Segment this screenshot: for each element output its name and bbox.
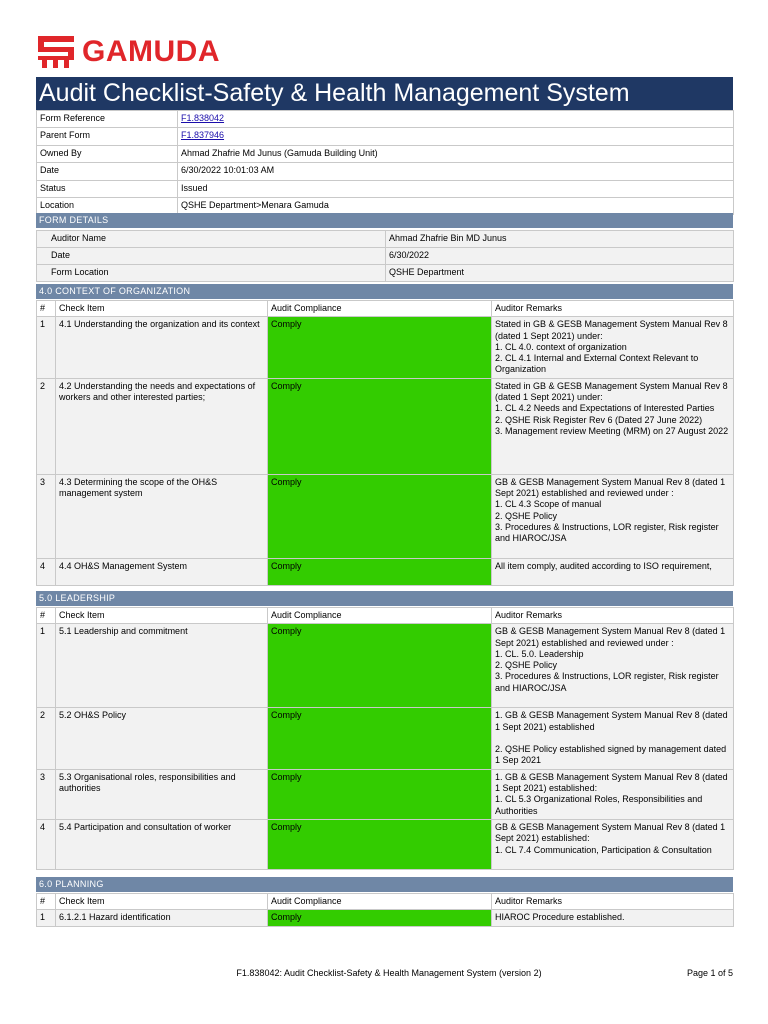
checklist-header-row bbox=[37, 894, 734, 910]
section-heading: 6.0 PLANNING bbox=[36, 877, 733, 892]
compliance-status: Comply bbox=[268, 708, 492, 769]
compliance-status: Comply bbox=[268, 819, 492, 869]
checklist-row bbox=[37, 558, 734, 585]
column-header-remarks: Auditor Remarks bbox=[492, 301, 734, 317]
section-heading: 5.0 LEADERSHIP bbox=[36, 591, 733, 606]
form-detail-value: 6/30/2022 bbox=[386, 248, 734, 265]
row-number: 1 bbox=[37, 317, 56, 378]
check-item: 6.1.2.1 Hazard identification bbox=[56, 910, 268, 926]
form-meta-table bbox=[36, 110, 734, 215]
compliance-status: Comply bbox=[268, 378, 492, 474]
meta-label: Location bbox=[37, 197, 178, 214]
auditor-remarks: GB & GESB Management System Manual Rev 8 (dated 1 Sept 2021) established and reviewed under : 1. CL 4.3 Scope of manual 2. QSHE Policy 3. Procedures & Instructions, LOR register, Risk register and HIAROC/JSA bbox=[492, 474, 734, 558]
check-item: 5.1 Leadership and commitment bbox=[56, 624, 268, 708]
meta-value-cell: 6/30/2022 10:01:03 AM bbox=[178, 163, 734, 180]
auditor-remarks: Stated in GB & GESB Management System Manual Rev 8 (dated 1 Sept 2021) under: 1. CL 4.0. context of organization 2. CL 4.1 Internal and External Context Relevant to Organization bbox=[492, 317, 734, 378]
checklist-row bbox=[37, 819, 734, 869]
meta-row bbox=[37, 163, 734, 180]
form-detail-row bbox=[37, 231, 734, 248]
checklist-row bbox=[37, 708, 734, 769]
form-detail-label: Date bbox=[37, 248, 386, 265]
checklist-row bbox=[37, 474, 734, 558]
meta-label: Status bbox=[37, 180, 178, 197]
meta-label: Parent Form bbox=[37, 128, 178, 145]
meta-row bbox=[37, 145, 734, 162]
meta-label: Form Reference bbox=[37, 111, 178, 128]
form-detail-value: QSHE Department bbox=[386, 265, 734, 282]
row-number: 4 bbox=[37, 819, 56, 869]
auditor-remarks: All item comply, audited according to ISO requirement, bbox=[492, 558, 734, 585]
compliance-status: Comply bbox=[268, 558, 492, 585]
form-detail-row bbox=[37, 248, 734, 265]
form-link[interactable]: F1.838042 bbox=[181, 113, 225, 123]
check-item: 5.2 OH&S Policy bbox=[56, 708, 268, 769]
footer-page-number: Page 1 of 5 bbox=[686, 968, 733, 978]
row-number: 4 bbox=[37, 558, 56, 585]
check-item: 4.1 Understanding the organization and its context bbox=[56, 317, 268, 378]
meta-value-cell bbox=[178, 111, 734, 128]
form-detail-label: Form Location bbox=[37, 265, 386, 282]
column-header-compliance: Audit Compliance bbox=[268, 894, 492, 910]
meta-row bbox=[37, 180, 734, 197]
auditor-remarks: Stated in GB & GESB Management System Manual Rev 8 (dated 1 Sept 2021) under: 1. CL 4.2 Needs and Expectations of Interested Parties 2. QSHE Risk Register Rev 6 (Dated 27 June 2022) 3. Management review Meeting (MRM) on 27 August 2022 bbox=[492, 378, 734, 474]
compliance-status: Comply bbox=[268, 910, 492, 926]
auditor-remarks: 1. GB & GESB Management System Manual Rev 8 (dated 1 Sept 2021) established: 1. CL 5.3 Organizational Roles, Responsibilities and Authorities bbox=[492, 769, 734, 819]
form-detail-row bbox=[37, 265, 734, 282]
checklist-row bbox=[37, 624, 734, 708]
checklist-row bbox=[37, 378, 734, 474]
gamuda-logo-icon bbox=[36, 35, 76, 69]
checklist-table bbox=[36, 300, 734, 586]
row-number: 2 bbox=[37, 708, 56, 769]
meta-label: Date bbox=[37, 163, 178, 180]
brand-name: GAMUDA bbox=[82, 35, 220, 68]
column-header-num: # bbox=[37, 301, 56, 317]
checklist-row bbox=[37, 769, 734, 819]
check-item: 4.3 Determining the scope of the OH&S management system bbox=[56, 474, 268, 558]
checklist-row bbox=[37, 910, 734, 926]
meta-value-cell bbox=[178, 128, 734, 145]
checklist-table bbox=[36, 607, 734, 870]
checklist-header-row bbox=[37, 301, 734, 317]
footer-document-title: F1.838042: Audit Checklist-Safety & Health Management System (version 2) bbox=[236, 968, 542, 978]
meta-row bbox=[37, 128, 734, 145]
auditor-remarks: GB & GESB Management System Manual Rev 8 (dated 1 Sept 2021) established: 1. CL 7.4 Communication, Participation & Consultation bbox=[492, 819, 734, 869]
page-title: Audit Checklist-Safety & Health Management System bbox=[36, 77, 733, 110]
checklist-row bbox=[37, 317, 734, 378]
row-number: 1 bbox=[37, 910, 56, 926]
row-number: 3 bbox=[37, 474, 56, 558]
column-header-remarks: Auditor Remarks bbox=[492, 608, 734, 624]
meta-row bbox=[37, 111, 734, 128]
form-details-table bbox=[36, 230, 734, 282]
column-header-compliance: Audit Compliance bbox=[268, 608, 492, 624]
compliance-status: Comply bbox=[268, 317, 492, 378]
row-number: 2 bbox=[37, 378, 56, 474]
column-header-num: # bbox=[37, 894, 56, 910]
check-item: 5.3 Organisational roles, responsibilities and authorities bbox=[56, 769, 268, 819]
row-number: 1 bbox=[37, 624, 56, 708]
column-header-compliance: Audit Compliance bbox=[268, 301, 492, 317]
form-link[interactable]: F1.837946 bbox=[181, 130, 225, 141]
meta-value-cell: QSHE Department>Menara Gamuda bbox=[178, 197, 734, 214]
meta-value-cell: Issued bbox=[178, 180, 734, 197]
section-heading-form-details: FORM DETAILS bbox=[36, 213, 733, 228]
column-header-item: Check Item bbox=[56, 301, 268, 317]
form-detail-value: Ahmad Zhafrie Bin MD Junus bbox=[386, 231, 734, 248]
row-number: 3 bbox=[37, 769, 56, 819]
meta-value-cell: Ahmad Zhafrie Md Junus (Gamuda Building Unit) bbox=[178, 145, 734, 162]
column-header-num: # bbox=[37, 608, 56, 624]
checklist-table bbox=[36, 893, 734, 927]
meta-label: Owned By bbox=[37, 145, 178, 162]
compliance-status: Comply bbox=[268, 474, 492, 558]
check-item: 5.4 Participation and consultation of worker bbox=[56, 819, 268, 869]
compliance-status: Comply bbox=[268, 624, 492, 708]
compliance-status: Comply bbox=[268, 769, 492, 819]
section-heading: 4.0 CONTEXT OF ORGANIZATION bbox=[36, 284, 733, 299]
brand-logo bbox=[36, 35, 220, 69]
check-item: 4.2 Understanding the needs and expectations of workers and other interested parties; bbox=[56, 378, 268, 474]
column-header-remarks: Auditor Remarks bbox=[492, 894, 734, 910]
auditor-remarks: GB & GESB Management System Manual Rev 8 (dated 1 Sept 2021) established and reviewed under : 1. CL. 5.0. Leadership 2. QSHE Policy 3. Procedures & Instructions, LOR register, Risk register and HIAROC/JSA bbox=[492, 624, 734, 708]
checklist-header-row bbox=[37, 608, 734, 624]
column-header-item: Check Item bbox=[56, 894, 268, 910]
auditor-remarks: HIAROC Procedure established. bbox=[492, 910, 734, 926]
form-detail-label: Auditor Name bbox=[37, 231, 386, 248]
check-item: 4.4 OH&S Management System bbox=[56, 558, 268, 585]
column-header-item: Check Item bbox=[56, 608, 268, 624]
auditor-remarks: 1. GB & GESB Management System Manual Rev 8 (dated 1 Sept 2021) established 2. QSHE Policy established signed by management dated 1 Sep 2021 bbox=[492, 708, 734, 769]
